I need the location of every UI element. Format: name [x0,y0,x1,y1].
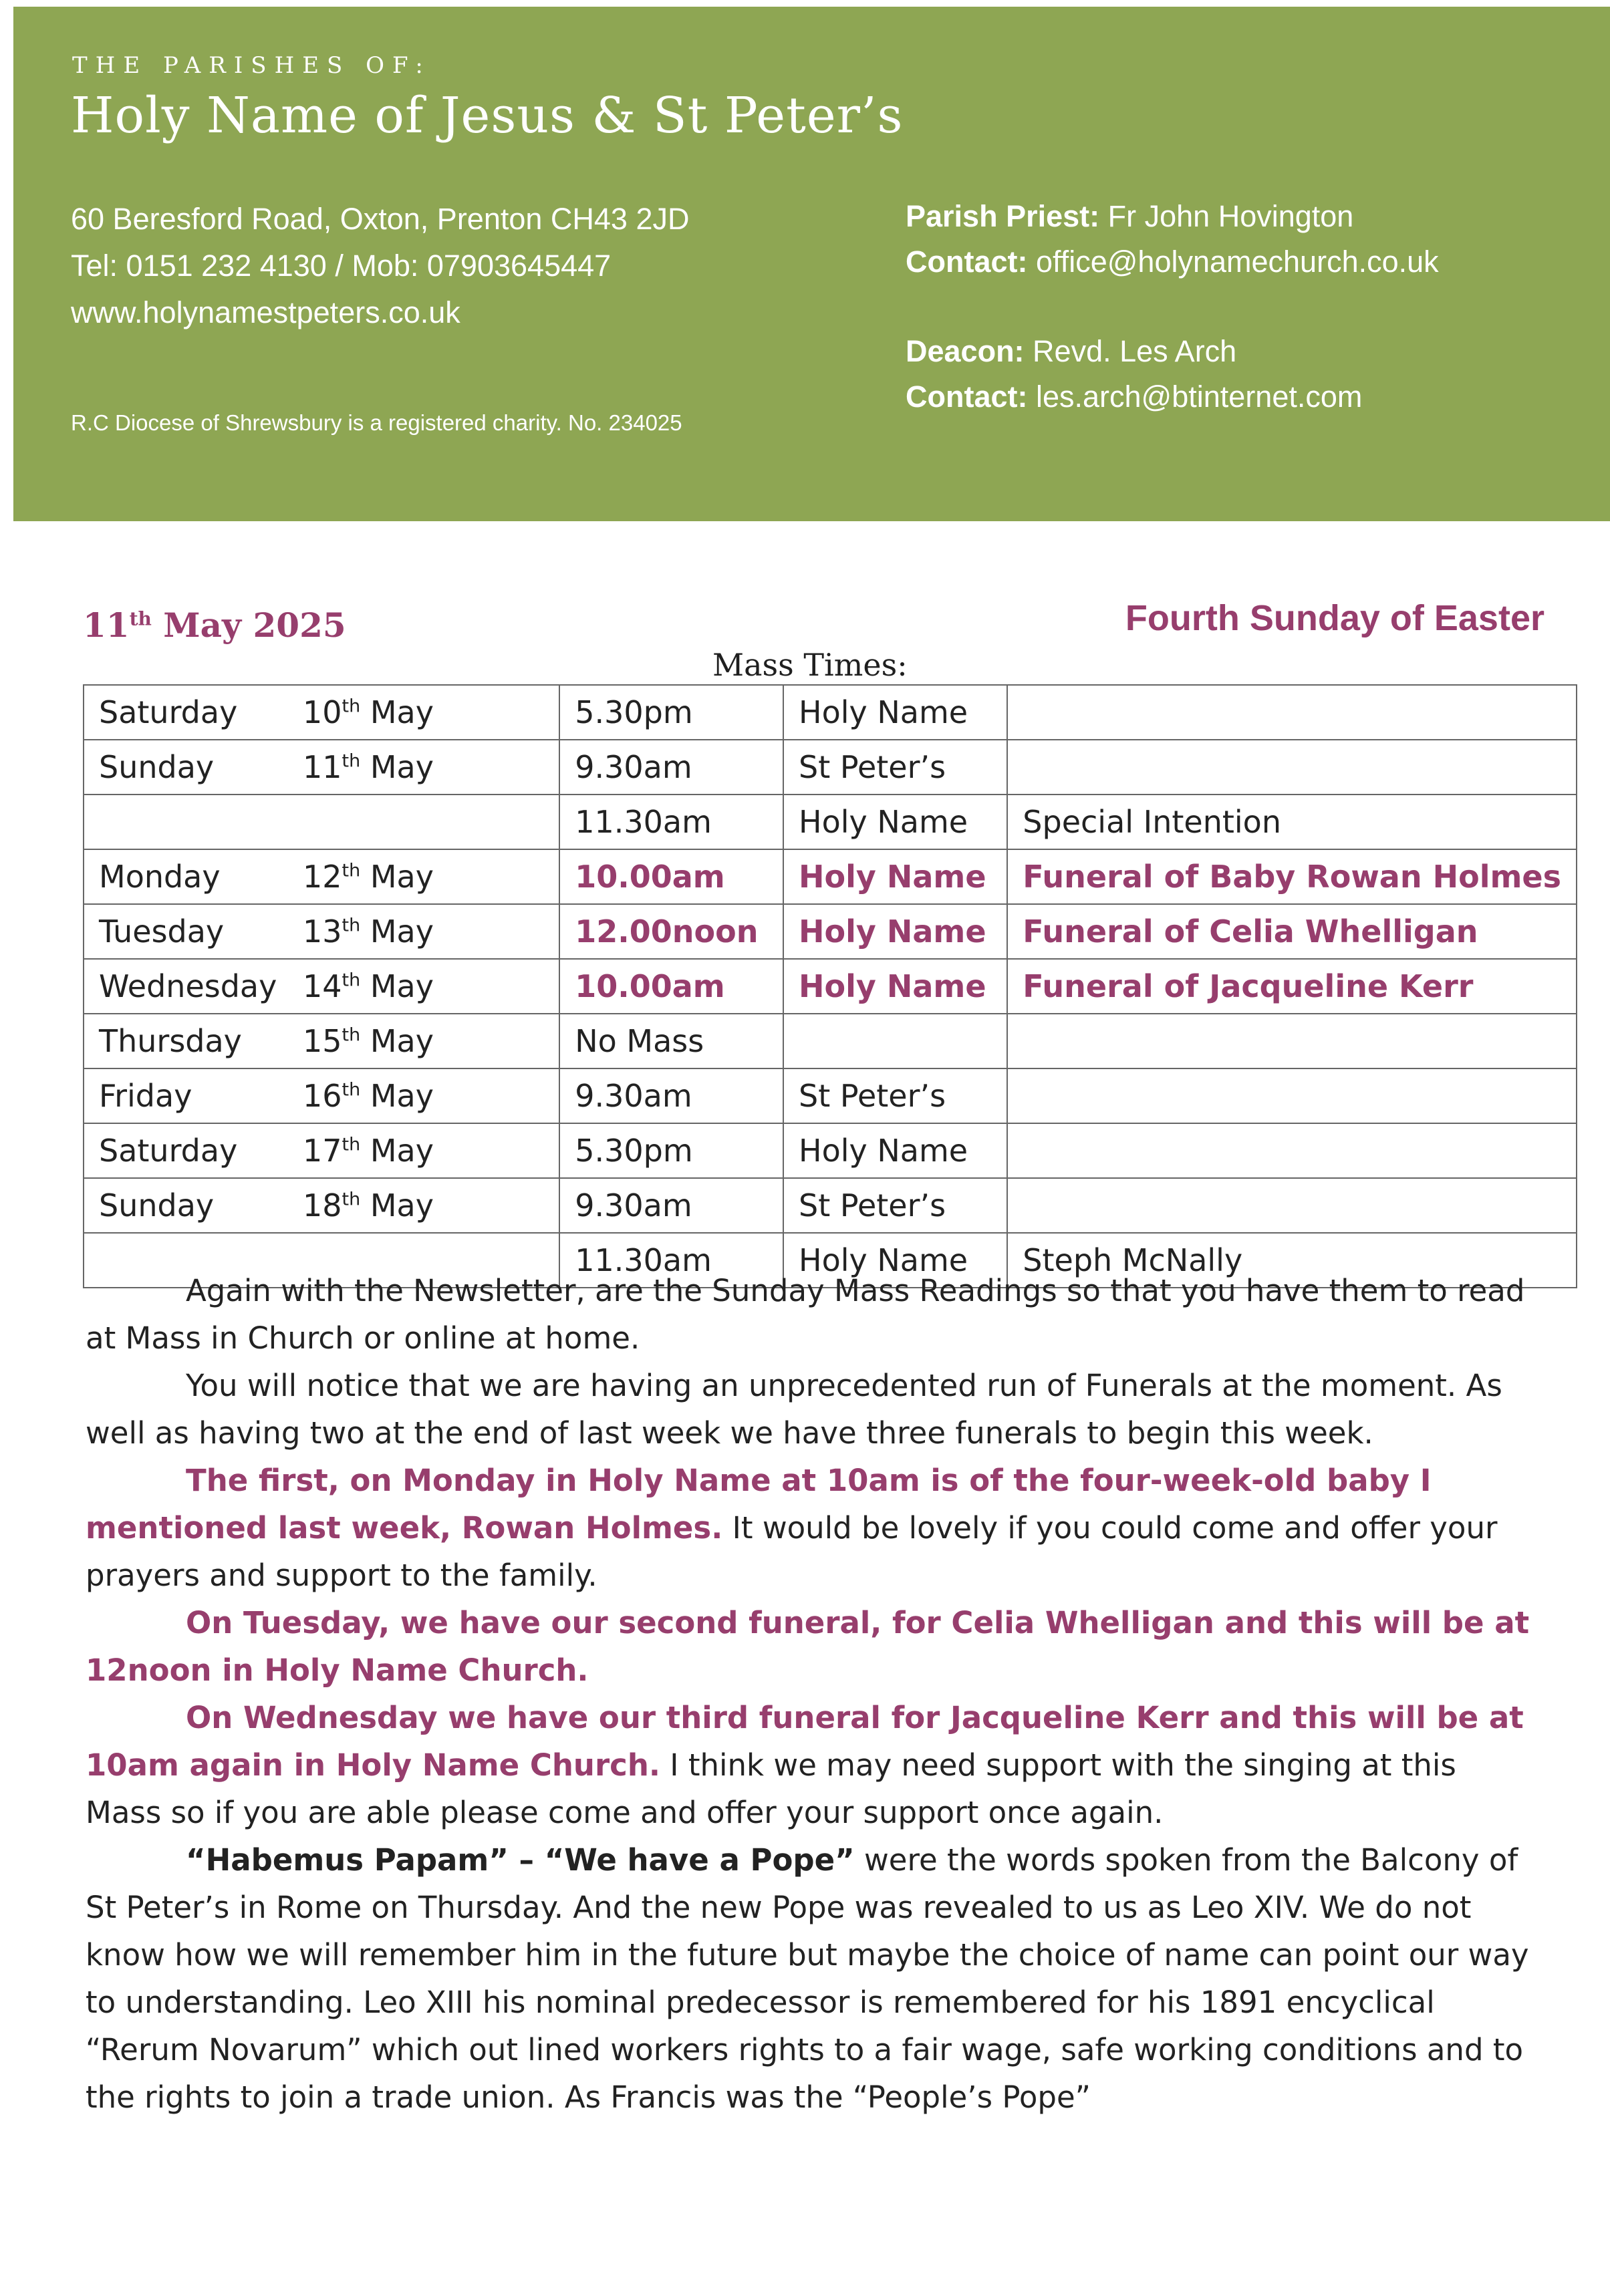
parish-title: Holy Name of Jesus & St Peter’s [71,87,904,144]
mass-row [84,1014,1577,1068]
mass-day-cell [84,1068,559,1123]
mass-date: 10th May [303,694,434,730]
mass-intention: Steph McNally [1007,1233,1577,1288]
mass-day: Tuesday [99,913,225,950]
address: 60 Beresford Road, Oxton, Prenton CH43 2JD [71,202,690,236]
mass-row [84,740,1577,795]
mass-time: 10.00am [559,959,783,1014]
mass-day: Sunday [99,749,215,785]
mass-date: 14th May [303,968,434,1004]
mass-date: 16th May [303,1078,434,1114]
mass-time: 5.30pm [559,1123,783,1178]
deacon-line [906,334,1236,369]
mass-church: St Peter’s [783,1178,1007,1233]
mass-time: 11.30am [559,795,783,849]
mass-intention: Special Intention [1007,795,1577,849]
mass-time: 11.30am [559,1233,783,1288]
mass-intention [1007,740,1577,795]
mass-church: Holy Name [783,1233,1007,1288]
mass-row [84,849,1577,904]
mass-intention: Funeral of Celia Whelligan [1007,904,1577,959]
mass-day: Saturday [99,1133,238,1169]
mass-church: Holy Name [783,685,1007,740]
telephone: Tel: 0151 232 4130 / Mob: 07903645447 [71,249,612,283]
mass-date: 18th May [303,1187,434,1224]
mass-church [783,1014,1007,1068]
mass-date: 17th May [303,1133,434,1169]
mass-church: St Peter’s [783,740,1007,795]
mass-date: 12th May [303,859,434,895]
priest-name: Fr John Hovington [1099,199,1354,233]
mass-day: Saturday [99,694,238,730]
paragraph-tuesday-funeral: On Tuesday, we have our second funeral, for Celia Whelligan and this will be at 12noon in Holy Name Church. [86,1605,1530,1688]
priest-contact-line [906,245,1439,279]
paragraph-funerals-intro: You will notice that we are having an unprecedented run of Funerals at the moment. As well as having two at the end of last week we have three funerals to begin this week. [86,1368,1502,1451]
mass-day-cell [84,1178,559,1233]
mass-row [84,904,1577,959]
mass-intention [1007,685,1577,740]
mass-intention [1007,1014,1577,1068]
mass-church: St Peter’s [783,1068,1007,1123]
mass-day-cell [84,849,559,904]
newsletter-date: 11th May 2025 [83,605,346,645]
deacon-email-link[interactable]: les.arch@btinternet.com [1027,380,1363,414]
mass-row [84,1123,1577,1178]
mass-row [84,1068,1577,1123]
priest-line [906,199,1353,234]
mass-date: 11th May [303,749,434,785]
mass-day-cell [84,904,559,959]
mass-time: 9.30am [559,1068,783,1123]
priest-label: Parish Priest: [906,199,1100,233]
mass-day: Wednesday [99,968,277,1004]
website-link[interactable]: www.holynamestpeters.co.uk [71,295,460,329]
mass-intention: Funeral of Baby Rowan Holmes [1007,849,1577,904]
mass-church: Holy Name [783,904,1007,959]
paragraph-monday-funeral: The first, on Monday in Holy Name at 10am is of the four-week-old baby I mentioned last week, Rowan Holmes. It would be lovely if you could come and offer your prayers and support to the family. [86,1463,1498,1593]
deacon-name: Revd. Les Arch [1024,334,1237,368]
mass-intention [1007,1068,1577,1123]
deacon-contact-label: Contact: [906,380,1028,414]
mass-time: No Mass [559,1014,783,1068]
mass-row [84,685,1577,740]
newsletter-body [86,1267,1536,2121]
mass-day-cell [84,1123,559,1178]
mass-time: 5.30pm [559,685,783,740]
priest-email-link[interactable]: office@holynamechurch.co.uk [1027,245,1439,279]
mass-day: Monday [99,859,221,895]
liturgical-occasion: Fourth Sunday of Easter [1125,598,1545,638]
header-kicker: THE PARISHES OF: [72,52,431,79]
mass-times-title: Mass Times: [712,647,908,683]
mass-church: Holy Name [783,849,1007,904]
mass-church: Holy Name [783,959,1007,1014]
mass-day-cell [84,685,559,740]
paragraph-wednesday-funeral: On Wednesday we have our third funeral for Jacqueline Kerr and this will be at 10am again in Holy Name Church. I think we may need support with the singing at this Mass so if you are able please come and offer your support once again. [86,1700,1524,1830]
mass-times-table [83,684,1577,1288]
mass-time: 9.30am [559,1178,783,1233]
mass-time: 10.00am [559,849,783,904]
deacon-label: Deacon: [906,334,1025,368]
deacon-contact-line [906,380,1362,414]
mass-row [84,795,1577,849]
mass-church: Holy Name [783,1123,1007,1178]
mass-intention: Funeral of Jacqueline Kerr [1007,959,1577,1014]
mass-row [84,1178,1577,1233]
priest-contact-label: Contact: [906,245,1028,279]
paragraph-readings: Again with the Newsletter, are the Sunday Mass Readings so that you have them to read at Mass in Church or online at home. [86,1273,1525,1356]
mass-row [84,959,1577,1014]
mass-day-cell [84,959,559,1014]
paragraph-new-pope: “Habemus Papam” – “We have a Pope” were the words spoken from the Balcony of St Peter’s in Rome on Thursday. And the new Pope was revealed to us as Leo XIV. We do not know how we will remember him in the future but maybe the choice of name can point our way to understanding. Leo XIII his nominal predecessor is remembered for his 1891 encyclical “Rerum Novarum” which out lined workers rights to a fair wage, safe working conditions and to the rights to join a trade union. As Francis was the “People’s Pope” [86,1842,1529,2115]
mass-day: Sunday [99,1187,215,1224]
mass-time: 12.00noon [559,904,783,959]
mass-day: Friday [99,1078,192,1114]
mass-time: 9.30am [559,740,783,795]
mass-day-cell [84,1014,559,1068]
mass-intention [1007,1178,1577,1233]
mass-date: 13th May [303,913,434,950]
mass-intention [1007,1123,1577,1178]
parish-header [13,7,1610,521]
charity-note: R.C Diocese of Shrewsbury is a registered charity. No. 234025 [71,410,682,435]
mass-day: Thursday [99,1023,242,1059]
mass-day-cell [84,740,559,795]
mass-church: Holy Name [783,795,1007,849]
mass-date: 15th May [303,1023,434,1059]
mass-day-cell [84,795,559,849]
